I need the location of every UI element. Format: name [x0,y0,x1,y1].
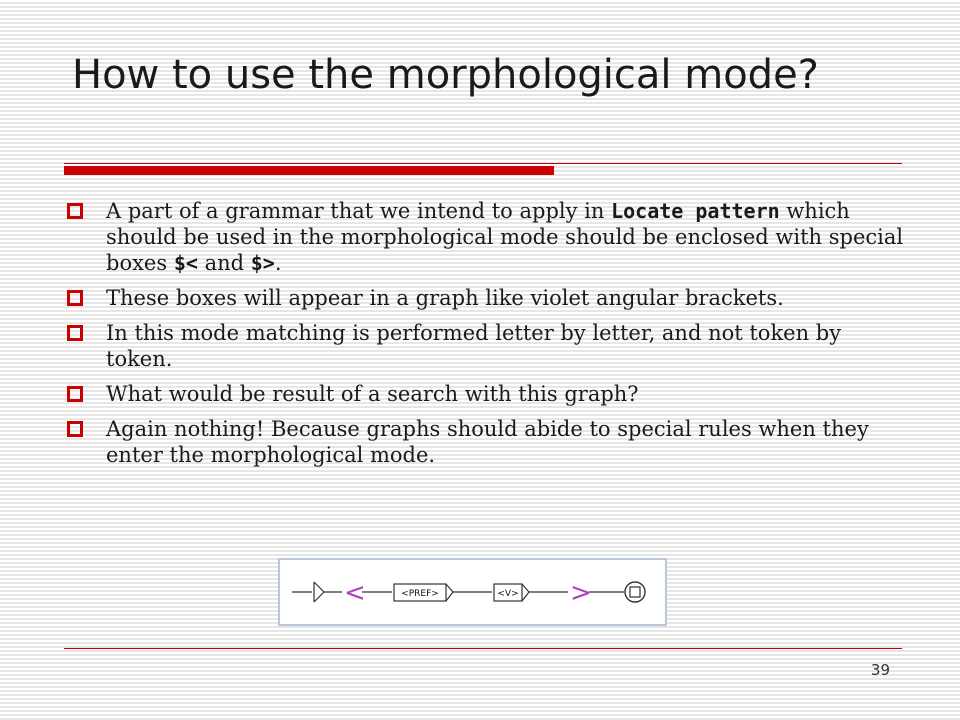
square-bullet-icon [67,290,83,306]
grammar-graph [280,560,665,624]
morph-open-bracket: < [344,578,366,608]
bullet-text: and [197,251,251,275]
final-state-icon [625,582,645,602]
bullet-item [64,320,904,372]
graph-box-v [494,584,529,601]
bullet-text: A part of a grammar that we intend to apply in [106,199,612,223]
morph-close-bracket: > [570,578,592,608]
bullet-text: What would be result of a search with this graph? [106,382,639,406]
bullet-text: These boxes will appear in a graph like violet angular brackets. [106,286,784,310]
square-bullet-icon [67,325,83,341]
graph-box-pref [394,584,453,601]
slide-title: How to use the morphological mode? [72,52,819,98]
bullet-text: . [274,251,282,275]
square-bullet-icon [67,203,83,219]
bullet-item [64,381,904,407]
page-number: 39 [870,661,890,679]
graph-box-pref-label: <PREF> [401,589,439,599]
bullet-text: which should be used in the morphological mode should be enclosed with special boxes [106,199,904,275]
bullet-item [64,416,904,468]
graph-box-v-label: <V> [497,589,519,599]
bullet-item [64,285,904,311]
bullet-text: In this mode matching is performed letter by letter, and not token by token. [106,321,842,371]
initial-state-arrow-icon [314,582,324,602]
bullet-text: Again nothing! Because graphs should abide to special rules when they enter the morphological mode. [106,417,869,467]
grammar-graph-image [278,558,667,626]
bullet-item [64,198,904,276]
code-text: $> [250,251,275,275]
bullet-list [64,198,904,477]
title-accent-bar [64,166,554,175]
code-text: Locate pattern [611,199,780,223]
code-text: $< [173,251,198,275]
footer-rule [64,648,902,649]
title-underline [64,163,902,164]
square-bullet-icon [67,421,83,437]
square-bullet-icon [67,386,83,402]
